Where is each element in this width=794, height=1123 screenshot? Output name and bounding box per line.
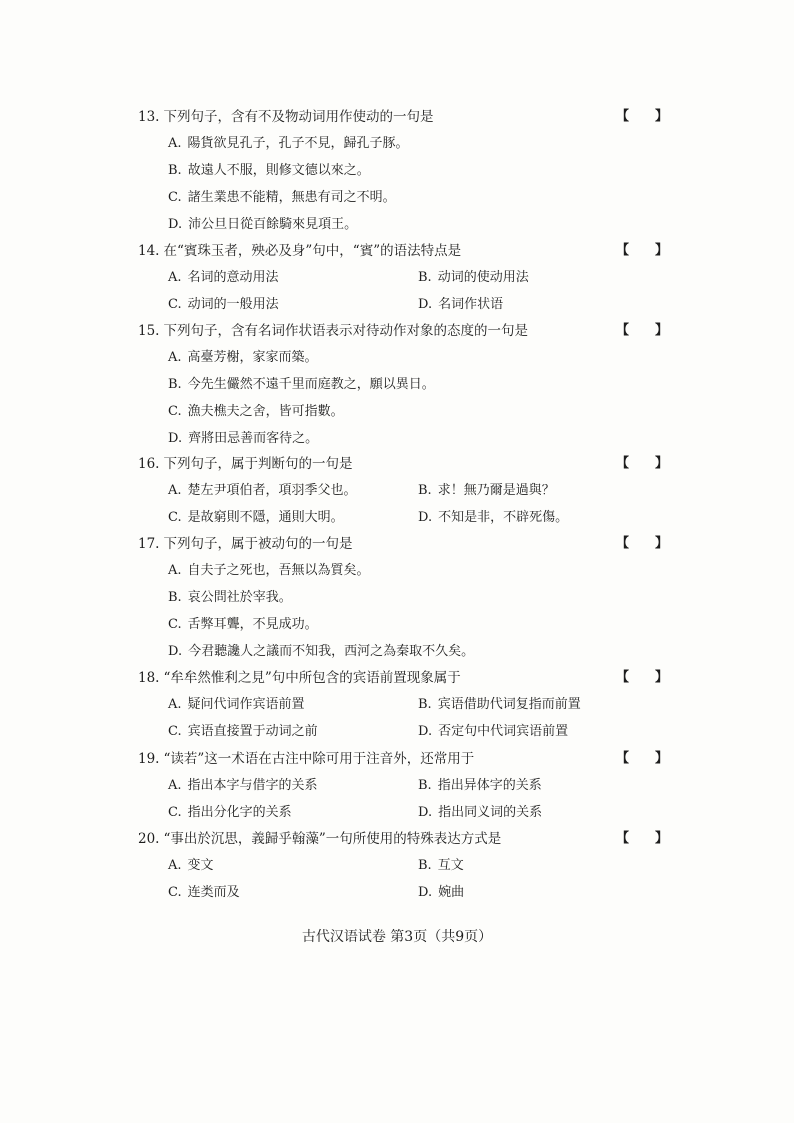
option-label: C. bbox=[168, 617, 182, 632]
option-b bbox=[418, 691, 581, 718]
question-20 bbox=[138, 826, 698, 906]
option-label: B. bbox=[418, 778, 432, 793]
option-c bbox=[168, 611, 318, 638]
question-15 bbox=[138, 318, 698, 452]
option-list bbox=[168, 691, 698, 745]
option-row bbox=[168, 718, 698, 745]
option-row bbox=[168, 504, 698, 531]
option-row bbox=[168, 398, 698, 425]
answer-bracket[interactable] bbox=[616, 826, 668, 852]
option-b bbox=[168, 584, 292, 611]
option-label: C. bbox=[168, 190, 182, 205]
option-text: 高臺芳榭，家家而築。 bbox=[187, 350, 318, 365]
bracket-close: 】 bbox=[654, 243, 668, 258]
option-b bbox=[418, 477, 555, 504]
option-text: 连类而及 bbox=[187, 885, 240, 900]
option-d bbox=[418, 291, 503, 318]
option-a bbox=[168, 691, 418, 718]
option-c bbox=[168, 184, 396, 211]
bracket-open: 【 bbox=[616, 831, 630, 846]
question-text: 下列句子，属于被动句的一句是 bbox=[163, 536, 353, 552]
option-label: A. bbox=[168, 136, 182, 151]
option-row bbox=[168, 291, 698, 318]
option-label: B. bbox=[418, 483, 432, 498]
option-text: 变文 bbox=[187, 858, 214, 873]
option-text: 楚左尹項伯者，項羽季父也。 bbox=[187, 483, 357, 498]
option-b bbox=[418, 772, 542, 799]
answer-bracket[interactable] bbox=[616, 531, 668, 557]
question-stem bbox=[138, 318, 698, 344]
option-d bbox=[168, 638, 474, 665]
option-row bbox=[168, 184, 698, 211]
option-row bbox=[168, 344, 698, 371]
option-label: C. bbox=[168, 404, 182, 419]
bracket-close: 】 bbox=[654, 456, 668, 471]
option-row bbox=[168, 879, 698, 906]
option-text: 沛公旦日從百餘騎來見項王。 bbox=[188, 217, 358, 232]
option-text: 宾语直接置于动词之前 bbox=[187, 724, 318, 739]
bracket-open: 【 bbox=[616, 670, 630, 685]
option-label: D. bbox=[418, 510, 433, 525]
option-d bbox=[168, 425, 318, 452]
question-number: 16. bbox=[138, 456, 160, 472]
option-text: 是故窮則不隱，通則大明。 bbox=[187, 510, 344, 525]
question-19 bbox=[138, 746, 698, 826]
option-label: C. bbox=[168, 885, 182, 900]
option-row bbox=[168, 211, 698, 238]
option-text: 漁夫樵夫之舍，皆可指數。 bbox=[187, 404, 344, 419]
question-number: 20. bbox=[138, 831, 160, 847]
option-row bbox=[168, 584, 698, 611]
option-b bbox=[168, 371, 435, 398]
option-row bbox=[168, 557, 698, 584]
option-text: 求！無乃爾是過與？ bbox=[437, 483, 555, 498]
question-number: 18. bbox=[138, 670, 160, 686]
option-c bbox=[168, 398, 344, 425]
option-text: 故遠人不服，則修文德以來之。 bbox=[187, 163, 370, 178]
option-text: 舌弊耳聾，不見成功。 bbox=[187, 617, 318, 632]
question-stem bbox=[138, 746, 698, 772]
question-text: 下列句子，属于判断句的一句是 bbox=[163, 456, 353, 472]
option-label: B. bbox=[418, 697, 432, 712]
option-d bbox=[418, 799, 542, 826]
option-label: D. bbox=[168, 644, 183, 659]
option-text: 名词作状语 bbox=[438, 297, 504, 312]
bracket-open: 【 bbox=[616, 243, 630, 258]
option-row bbox=[168, 425, 698, 452]
answer-bracket[interactable] bbox=[616, 104, 668, 130]
option-list bbox=[168, 852, 698, 906]
answer-bracket[interactable] bbox=[616, 318, 668, 344]
question-stem bbox=[138, 104, 698, 130]
bracket-close: 】 bbox=[654, 536, 668, 551]
option-label: A. bbox=[168, 778, 182, 793]
option-label: A. bbox=[168, 350, 182, 365]
option-text: 齊將田忌善而客待之。 bbox=[188, 431, 319, 446]
bracket-open: 【 bbox=[616, 323, 630, 338]
question-stem bbox=[138, 531, 698, 557]
option-label: B. bbox=[168, 590, 182, 605]
question-text: “事出於沉思，義歸乎翰藻”一句所使用的特殊表达方式是 bbox=[163, 831, 502, 847]
option-c bbox=[168, 504, 418, 531]
option-row bbox=[168, 772, 698, 799]
option-list bbox=[168, 557, 698, 665]
question-text: “读若”这一术语在古注中除可用于注音外，还常用于 bbox=[163, 751, 475, 767]
option-text: 互文 bbox=[437, 858, 464, 873]
option-text: 名词的意动用法 bbox=[187, 270, 279, 285]
option-text: 陽貨欲見孔子，孔子不見，歸孔子豚。 bbox=[187, 136, 409, 151]
option-label: C. bbox=[168, 510, 182, 525]
option-a bbox=[168, 130, 409, 157]
bracket-close: 】 bbox=[654, 831, 668, 846]
question-16 bbox=[138, 451, 698, 531]
question-14 bbox=[138, 238, 698, 318]
option-d bbox=[418, 718, 568, 745]
option-row bbox=[168, 130, 698, 157]
question-stem bbox=[138, 451, 698, 477]
option-a bbox=[168, 557, 370, 584]
option-a bbox=[168, 264, 418, 291]
option-row bbox=[168, 638, 698, 665]
option-label: B. bbox=[168, 163, 182, 178]
answer-bracket[interactable] bbox=[616, 665, 668, 691]
question-number: 15. bbox=[138, 323, 160, 339]
option-row bbox=[168, 264, 698, 291]
option-text: 哀公問社於宰我。 bbox=[187, 590, 292, 605]
bracket-open: 【 bbox=[616, 751, 630, 766]
question-number: 17. bbox=[138, 536, 160, 552]
option-label: D. bbox=[418, 724, 433, 739]
option-d bbox=[418, 879, 464, 906]
option-label: D. bbox=[168, 217, 183, 232]
option-label: D. bbox=[168, 431, 183, 446]
option-text: 疑问代词作宾语前置 bbox=[187, 697, 305, 712]
question-18 bbox=[138, 665, 698, 745]
option-label: C. bbox=[168, 297, 182, 312]
page-footer: 古代汉语试卷 第3页（共9页） bbox=[301, 929, 493, 945]
question-text: 下列句子，含有不及物动词用作使动的一句是 bbox=[163, 109, 434, 125]
option-a bbox=[168, 852, 418, 879]
question-13 bbox=[138, 104, 698, 238]
option-text: 今先生儼然不遠千里而庭教之，願以異日。 bbox=[187, 377, 435, 392]
bracket-close: 】 bbox=[654, 323, 668, 338]
option-label: C. bbox=[168, 805, 182, 820]
option-label: B. bbox=[168, 377, 182, 392]
bracket-close: 】 bbox=[654, 109, 668, 124]
option-list bbox=[168, 772, 698, 826]
option-label: A. bbox=[168, 270, 182, 285]
option-label: A. bbox=[168, 483, 182, 498]
option-label: D. bbox=[418, 885, 433, 900]
bracket-close: 】 bbox=[654, 751, 668, 766]
option-label: A. bbox=[168, 858, 182, 873]
option-text: 今君聽讒人之議而不知我，西河之為秦取不久矣。 bbox=[188, 644, 475, 659]
option-c bbox=[168, 879, 418, 906]
question-stem bbox=[138, 665, 698, 691]
option-list bbox=[168, 344, 698, 452]
option-d bbox=[168, 211, 357, 238]
question-stem bbox=[138, 826, 698, 852]
option-text: 宾语借助代词复指而前置 bbox=[437, 697, 581, 712]
bracket-open: 【 bbox=[616, 456, 630, 471]
option-text: 动词的使动用法 bbox=[437, 270, 529, 285]
question-text: 在“賓珠玉者，殃必及身”句中，“賓”的语法特点是 bbox=[163, 243, 462, 259]
option-d bbox=[418, 504, 568, 531]
option-text: 指出分化字的关系 bbox=[187, 805, 292, 820]
option-row bbox=[168, 157, 698, 184]
bracket-open: 【 bbox=[616, 109, 630, 124]
answer-bracket[interactable] bbox=[616, 746, 668, 772]
option-text: 婉曲 bbox=[438, 885, 465, 900]
option-text: 动词的一般用法 bbox=[187, 297, 279, 312]
bracket-close: 】 bbox=[654, 670, 668, 685]
question-number: 14. bbox=[138, 243, 160, 259]
question-text: “牟牟然惟利之見”句中所包含的宾语前置现象属于 bbox=[163, 670, 461, 686]
option-list bbox=[168, 130, 698, 238]
option-text: 否定句中代词宾语前置 bbox=[438, 724, 569, 739]
option-c bbox=[168, 291, 418, 318]
question-number: 13. bbox=[138, 109, 160, 125]
option-label: C. bbox=[168, 724, 182, 739]
option-a bbox=[168, 772, 418, 799]
option-row bbox=[168, 611, 698, 638]
option-a bbox=[168, 477, 418, 504]
option-row bbox=[168, 691, 698, 718]
option-label: D. bbox=[418, 297, 433, 312]
option-row bbox=[168, 371, 698, 398]
option-row bbox=[168, 852, 698, 879]
question-17 bbox=[138, 531, 698, 665]
option-row bbox=[168, 799, 698, 826]
option-text: 自夫子之死也，吾無以為質矣。 bbox=[187, 563, 370, 578]
bracket-open: 【 bbox=[616, 536, 630, 551]
option-row bbox=[168, 477, 698, 504]
option-text: 不知是非，不辟死傷。 bbox=[438, 510, 569, 525]
option-text: 指出同义词的关系 bbox=[438, 805, 543, 820]
option-label: D. bbox=[418, 805, 433, 820]
option-text: 諸生業患不能精，無患有司之不明。 bbox=[187, 190, 396, 205]
question-stem bbox=[138, 238, 698, 264]
option-list bbox=[168, 264, 698, 318]
option-c bbox=[168, 718, 418, 745]
option-b bbox=[168, 157, 370, 184]
option-b bbox=[418, 264, 529, 291]
question-number: 19. bbox=[138, 751, 160, 767]
option-a bbox=[168, 344, 318, 371]
option-label: A. bbox=[168, 697, 182, 712]
answer-bracket[interactable] bbox=[616, 238, 668, 264]
answer-bracket[interactable] bbox=[616, 451, 668, 477]
option-label: B. bbox=[418, 858, 432, 873]
option-b bbox=[418, 852, 464, 879]
option-text: 指出本字与借字的关系 bbox=[187, 778, 318, 793]
option-text: 指出异体字的关系 bbox=[437, 778, 542, 793]
option-label: A. bbox=[168, 563, 182, 578]
question-text: 下列句子，含有名词作状语表示对待动作对象的态度的一句是 bbox=[163, 323, 528, 339]
option-list bbox=[168, 477, 698, 531]
option-label: B. bbox=[418, 270, 432, 285]
option-c bbox=[168, 799, 418, 826]
